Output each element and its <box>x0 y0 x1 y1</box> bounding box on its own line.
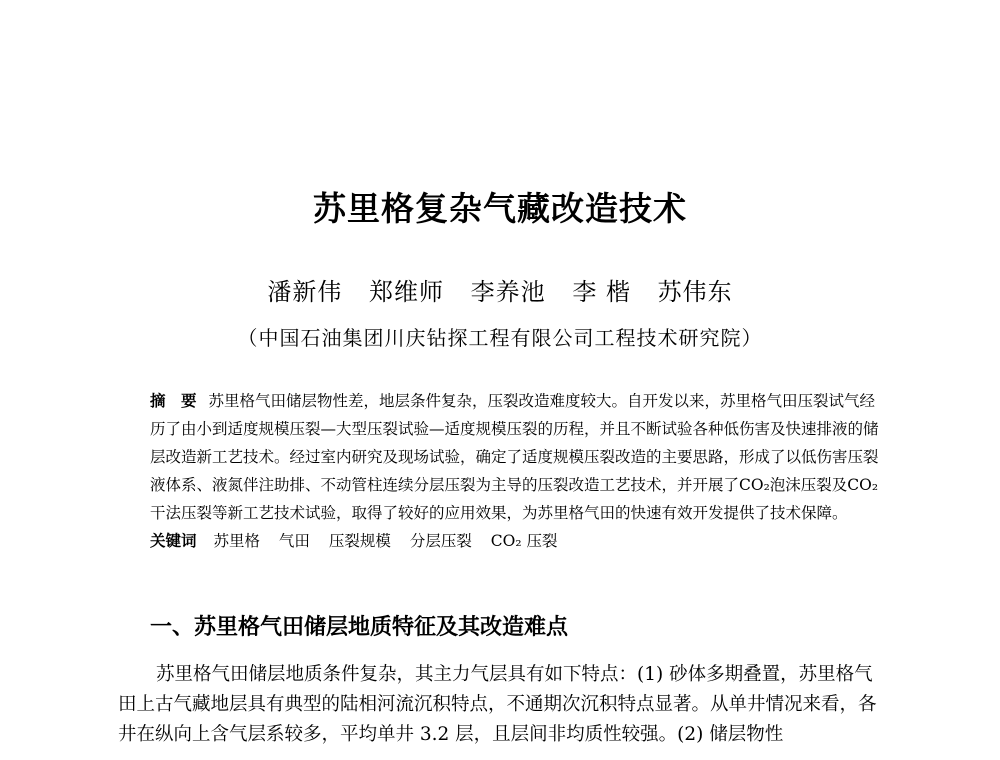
paper-title: 苏里格复杂气藏改造技术 <box>313 189 687 228</box>
author-name: 潘新伟 <box>267 278 343 306</box>
affiliation: （中国石油集团川庆钻探工程有限公司工程技术研究院） <box>237 326 763 350</box>
keywords-line <box>150 527 885 555</box>
abstract-text: 苏里格气田储层物性差，地层条件复杂，压裂改造难度较大。自开发以来，苏里格气田压裂试气经历了由小到适度规模压裂—大型压裂试验—适度规模压裂的历程，并且不断试验各种低伤害及快速排液的储层改造新工艺技术。经过室内研究及现场试验，确定了适度规模压裂改造的主要思路，形成了以低伤害压裂液体系、液氮伴注助排、不动管柱连续分层压裂为主导的压裂改造工艺技术，并开展了CO₂泡沫压裂及CO₂干法压裂等新工艺技术试验，取得了较好的应用效果，为苏里格气田的快速有效开发提供了技术保障。 <box>150 392 879 522</box>
keywords-label: 关键词 <box>150 531 197 550</box>
body-paragraph: 苏里格气田储层地质条件复杂，其主力气层具有如下特点：(1) 砂体多期叠置，苏里格气田上古气藏地层具有典型的陆相河流沉积特点，不通期次沉积特点显著。从单井情况来看，各井在纵向上含气层系较多，平均单井 3.2 层，且层间非均质性较强。(2) 储层物性 <box>118 664 877 745</box>
author-name: 李 楷 <box>572 278 631 306</box>
keyword: 压裂规模 <box>328 532 391 550</box>
abstract-label: 摘 要 <box>150 391 197 410</box>
keyword: CO₂ 压裂 <box>490 532 558 550</box>
author-name: 苏伟东 <box>657 278 733 306</box>
author-name: 郑维师 <box>369 278 445 306</box>
author-name: 李养池 <box>470 278 546 306</box>
section-heading: 一、苏里格气田储层地质特征及其改造难点 <box>150 614 569 640</box>
keyword: 气田 <box>278 532 310 550</box>
keyword: 苏里格 <box>213 532 260 550</box>
keyword: 分层压裂 <box>409 532 472 550</box>
author-list <box>0 272 1000 307</box>
abstract-paragraph <box>150 387 885 527</box>
body-text <box>118 660 888 750</box>
abstract-block <box>150 387 885 555</box>
